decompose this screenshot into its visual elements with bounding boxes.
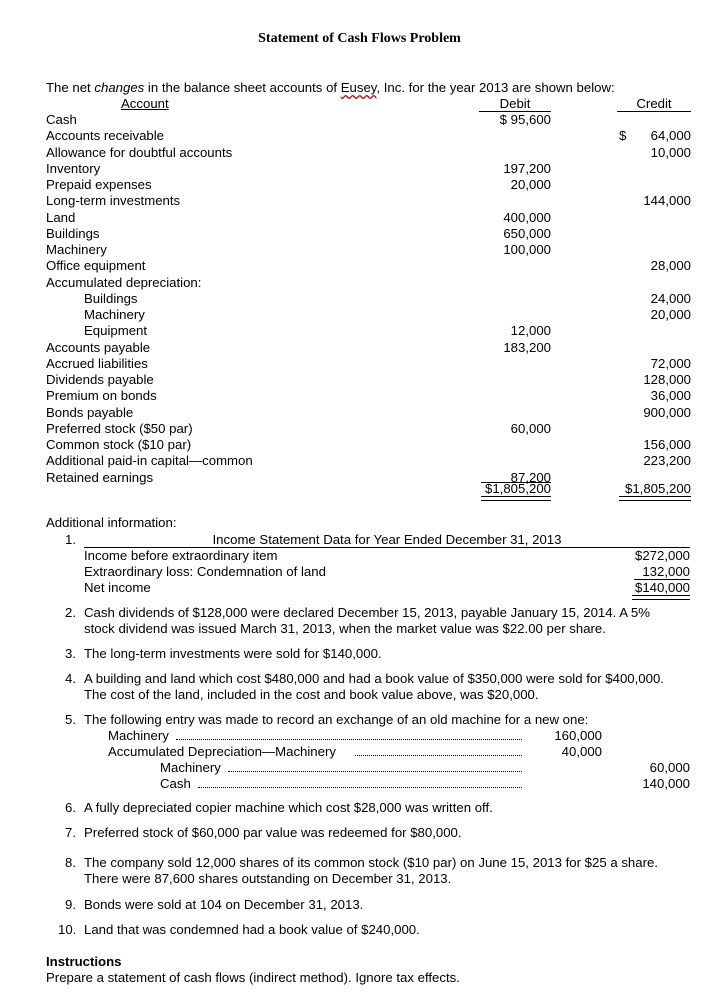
item-9-number: 9.: [65, 897, 76, 912]
item-2-text: stock dividend was issued March 31, 2013, when the market value was $22.00 per share.: [84, 621, 606, 636]
item-4-text: A building and land which cost $480,000 and had a book value of $350,000 were sold for $400,000.: [84, 671, 664, 686]
leader-dots: [198, 787, 522, 788]
credit-amount: 128,000: [643, 372, 691, 387]
income-line-amount: 132,000: [642, 564, 690, 579]
instructions-text: Prepare a statement of cash flows (indirect method). Ignore tax effects.: [46, 970, 460, 985]
debit-total-double-rule: [481, 496, 551, 501]
item-10-text: Land that was condemned had a book value of $240,000.: [84, 922, 420, 937]
credit-amount: 10,000: [650, 145, 691, 160]
item-5-number: 5.: [65, 712, 76, 727]
credit-amount: 20,000: [650, 307, 691, 322]
credit-column-header: Credit: [636, 96, 672, 111]
account-name: Dividends payable: [46, 372, 154, 387]
account-name: Prepaid expenses: [46, 177, 152, 192]
item-2-text: Cash dividends of $128,000 were declared December 15, 2013, payable January 15, 2014. A 5%: [84, 605, 650, 620]
journal-entry-debit: 160,000: [554, 728, 602, 743]
credit-amount: 900,000: [643, 405, 691, 420]
item-6-text: A fully depreciated copier machine which cost $28,000 was written off.: [84, 800, 493, 815]
credit-total-double-rule: [619, 496, 691, 501]
item-3-number: 3.: [65, 646, 76, 661]
credit-amount: 64,000: [650, 128, 691, 143]
document-title: Statement of Cash Flows Problem: [258, 31, 461, 46]
income-line-label: Extraordinary loss: Condemnation of land: [84, 564, 326, 579]
account-name: Cash: [46, 112, 77, 127]
item-2-number: 2.: [65, 605, 76, 620]
income-line-amount: $272,000: [634, 548, 690, 563]
debit-total: $1,805,200: [484, 481, 551, 496]
leader-dots: [176, 739, 522, 740]
leader-dots: [355, 755, 522, 756]
account-name: Machinery: [46, 242, 107, 257]
additional-info-label: Additional information:: [46, 515, 177, 530]
account-name: Accumulated depreciation:: [46, 275, 202, 290]
debit-amount: 12,000: [510, 323, 551, 338]
debit-amount: 60,000: [510, 421, 551, 436]
credit-currency-symbol: $: [619, 128, 627, 143]
item-3-text: The long-term investments were sold for $140,000.: [84, 646, 382, 661]
account-name: Buildings: [84, 291, 138, 306]
journal-entry-account: Cash: [160, 776, 191, 791]
item-8-text: There were 87,600 shares outstanding on December 31, 2013.: [84, 871, 452, 886]
account-name: Common stock ($10 par): [46, 437, 192, 452]
journal-entry-account: Accumulated Depreciation—Machinery: [108, 744, 336, 759]
debit-amount: 183,200: [503, 340, 551, 355]
account-name: Machinery: [84, 307, 145, 322]
leader-dots: [228, 771, 522, 772]
account-name: Bonds payable: [46, 405, 134, 420]
account-name: Allowance for doubtful accounts: [46, 145, 233, 160]
credit-total: $1,805,200: [624, 481, 691, 496]
journal-entry-credit: 140,000: [642, 776, 690, 791]
item-10-number: 10.: [58, 922, 77, 937]
account-name: Retained earnings: [46, 470, 154, 485]
item-9-text: Bonds were sold at 104 on December 31, 2013.: [84, 897, 364, 912]
debit-amount: 650,000: [503, 226, 551, 241]
income-line-label: Net income: [84, 580, 151, 595]
journal-entry-credit: 60,000: [649, 760, 690, 775]
journal-entry-account: Machinery: [108, 728, 169, 743]
account-name: Preferred stock ($50 par): [46, 421, 193, 436]
debit-amount: 400,000: [503, 210, 551, 225]
credit-amount: 24,000: [650, 291, 691, 306]
credit-amount: 72,000: [650, 356, 691, 371]
intro-text: The net changes in the balance sheet accounts of Eusey, Inc. for the year 2013 are shown below:: [46, 80, 615, 95]
account-name: Accrued liabilities: [46, 356, 148, 371]
credit-amount: 28,000: [650, 258, 691, 273]
item-6-number: 6.: [65, 800, 76, 815]
account-name: Additional paid-in capital—common: [46, 453, 253, 468]
item-8-number: 8.: [65, 855, 76, 870]
item-5-text: The following entry was made to record an exchange of an old machine for a new one:: [84, 712, 589, 727]
debit-amount: $ 95,600: [499, 112, 551, 127]
debit-column-header: Debit: [499, 96, 531, 111]
account-name: Long-term investments: [46, 193, 181, 208]
item-1-number: 1.: [65, 532, 76, 547]
instructions-heading: Instructions: [46, 954, 122, 969]
credit-amount: 156,000: [643, 437, 691, 452]
journal-entry-debit: 40,000: [561, 744, 602, 759]
income-line-label: Income before extraordinary item: [84, 548, 278, 563]
account-column-header: Account: [121, 96, 169, 111]
item-8-text: The company sold 12,000 shares of its common stock ($10 par) on June 15, 2013 for $25 a share.: [84, 855, 658, 870]
account-name: Land: [46, 210, 76, 225]
item-4-text: The cost of the land, included in the cost and book value above, was $20,000.: [84, 687, 539, 702]
account-name: Buildings: [46, 226, 100, 241]
debit-amount: 87,200: [510, 470, 551, 485]
account-name: Accounts payable: [46, 340, 151, 355]
account-name: Premium on bonds: [46, 388, 157, 403]
credit-amount: 36,000: [650, 388, 691, 403]
credit-amount: 144,000: [643, 193, 691, 208]
item-7-number: 7.: [65, 825, 76, 840]
journal-entry-account: Machinery: [160, 760, 221, 775]
item-7-text: Preferred stock of $60,000 par value was redeemed for $80,000.: [84, 825, 462, 840]
net-income-double-rule: [632, 595, 690, 600]
account-name: Equipment: [84, 323, 148, 338]
credit-header-rule: [617, 111, 691, 112]
income-statement-heading: Income Statement Data for Year Ended December 31, 2013: [212, 532, 562, 547]
account-name: Office equipment: [46, 258, 146, 273]
credit-amount: 223,200: [643, 453, 691, 468]
debit-amount: 197,200: [503, 161, 551, 176]
item-4-number: 4.: [65, 671, 76, 686]
net-income-amount: $140,000: [634, 580, 690, 595]
debit-amount: 100,000: [503, 242, 551, 257]
account-name: Inventory: [46, 161, 101, 176]
company-name: Eusey: [340, 80, 377, 95]
account-name: Accounts receivable: [46, 128, 165, 143]
debit-amount: 20,000: [510, 177, 551, 192]
